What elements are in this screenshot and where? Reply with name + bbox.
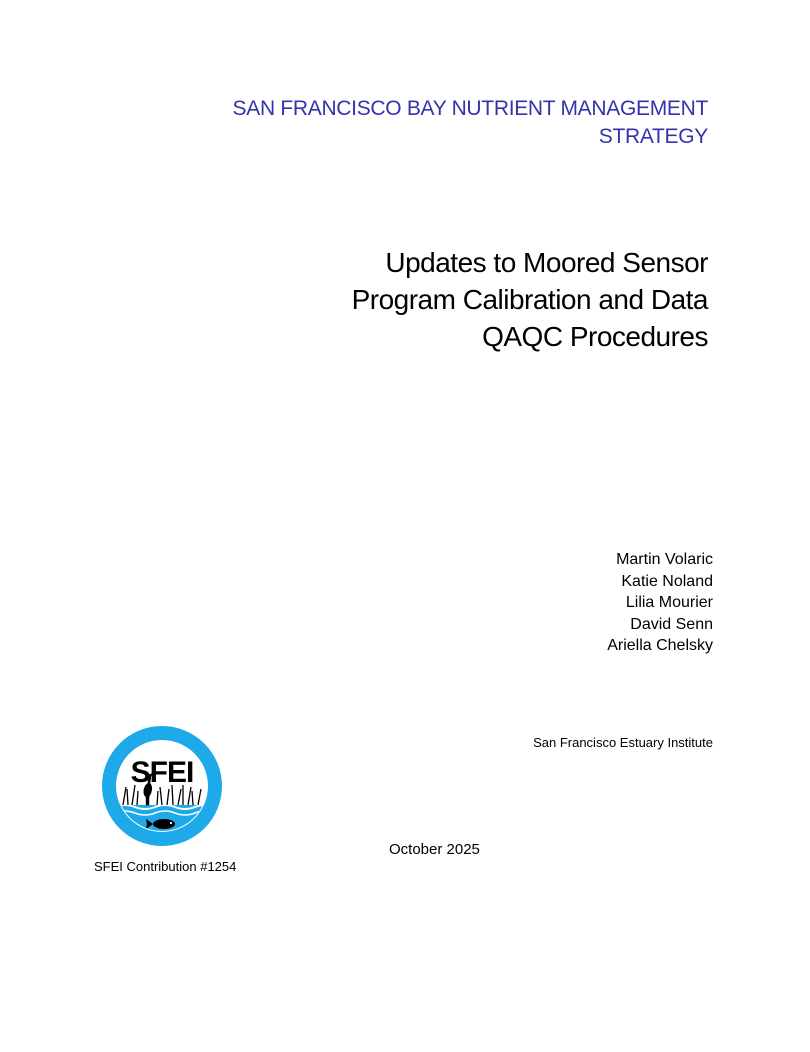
series-title-line-1: SAN FRANCISCO BAY NUTRIENT MANAGEMENT [232, 97, 708, 120]
report-title-line-1: Updates to Moored Sensor [385, 247, 708, 278]
author-name: Katie Noland [621, 572, 713, 590]
contribution-number: SFEI Contribution #1254 [94, 859, 237, 874]
author-list [453, 549, 713, 657]
author-name: David Senn [630, 615, 713, 633]
report-title-line-3: QAQC Procedures [482, 321, 708, 352]
report-title [288, 244, 708, 355]
institute-name: San Francisco Estuary Institute [533, 735, 713, 750]
author-name: Martin Volaric [616, 551, 713, 568]
series-title-line-2: STRATEGY [598, 125, 708, 148]
report-date: October 2025 [389, 841, 480, 858]
series-title [188, 95, 708, 151]
report-title-line-2: Program Calibration and Data [351, 284, 708, 315]
logo-text: SFEI [130, 756, 194, 789]
author-name: Ariella Chelsky [607, 637, 713, 654]
author-name: Lilia Mourier [625, 594, 713, 611]
sfei-logo-icon [101, 725, 223, 847]
